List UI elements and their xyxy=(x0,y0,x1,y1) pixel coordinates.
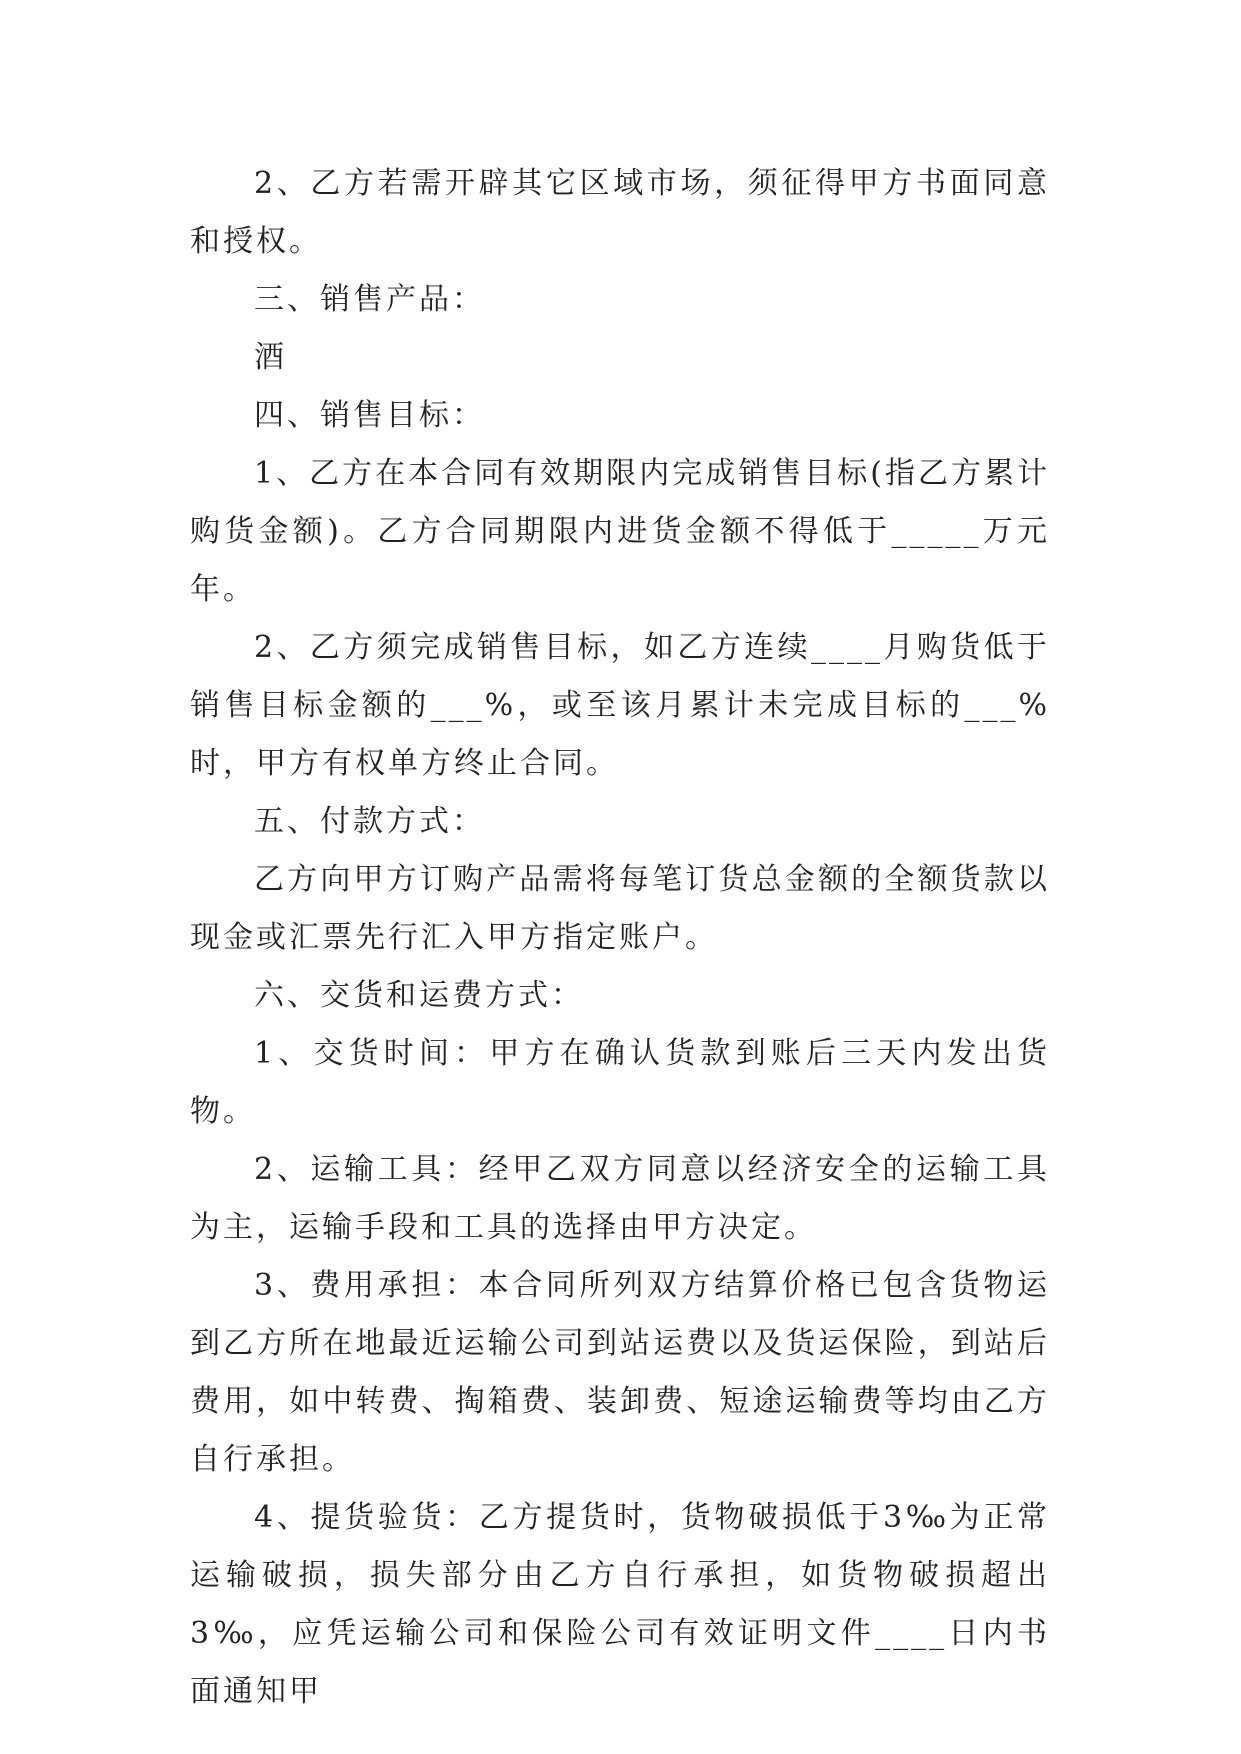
paragraph-product: 酒 xyxy=(254,340,287,375)
paragraph-sales-target-2: 2、乙方须完成销售目标，如乙方连续____月购货低于销售目标金额的___%，或至该月累计未完成目标的___%时，甲方有权单方终止合同。 xyxy=(190,630,1050,781)
paragraph-transport-tools: 2、运输工具：经甲乙双方同意以经济安全的运输工具为主，运输手段和工具的选择由甲方决定。 xyxy=(190,1152,1050,1245)
paragraph-area-authorization: 2、乙方若需开辟其它区域市场，须征得甲方书面同意和授权。 xyxy=(190,166,1050,259)
section-heading-sales-target: 四、销售目标： xyxy=(254,398,485,433)
section-heading-delivery: 六、交货和运费方式： xyxy=(254,978,584,1013)
section-heading-products: 三、销售产品： xyxy=(254,282,485,317)
paragraph-sales-target-1: 1、乙方在本合同有效期限内完成销售目标(指乙方累计购货金额)。乙方合同期限内进货金额不得低于_____万元年。 xyxy=(190,456,1050,607)
paragraph-pickup-inspection: 4、提货验货：乙方提货时，货物破损低于3‰为正常运输破损，损失部分由乙方自行承担，如货物破损超出3‰，应凭运输公司和保险公司有效证明文件____日内书面通知甲 xyxy=(190,1500,1050,1709)
document-body xyxy=(190,155,1050,1721)
paragraph-cost-bearing: 3、费用承担：本合同所列双方结算价格已包含货物运到乙方所在地最近运输公司到站运费以及货运保险，到站后费用，如中转费、掏箱费、装卸费、短途运输费等均由乙方自行承担。 xyxy=(190,1268,1050,1477)
paragraph-payment: 乙方向甲方订购产品需将每笔订货总金额的全额货款以现金或汇票先行汇入甲方指定账户。 xyxy=(190,862,1050,955)
paragraph-delivery-time: 1、交货时间：甲方在确认货款到账后三天内发出货物。 xyxy=(190,1036,1050,1129)
section-heading-payment: 五、付款方式： xyxy=(254,804,485,839)
